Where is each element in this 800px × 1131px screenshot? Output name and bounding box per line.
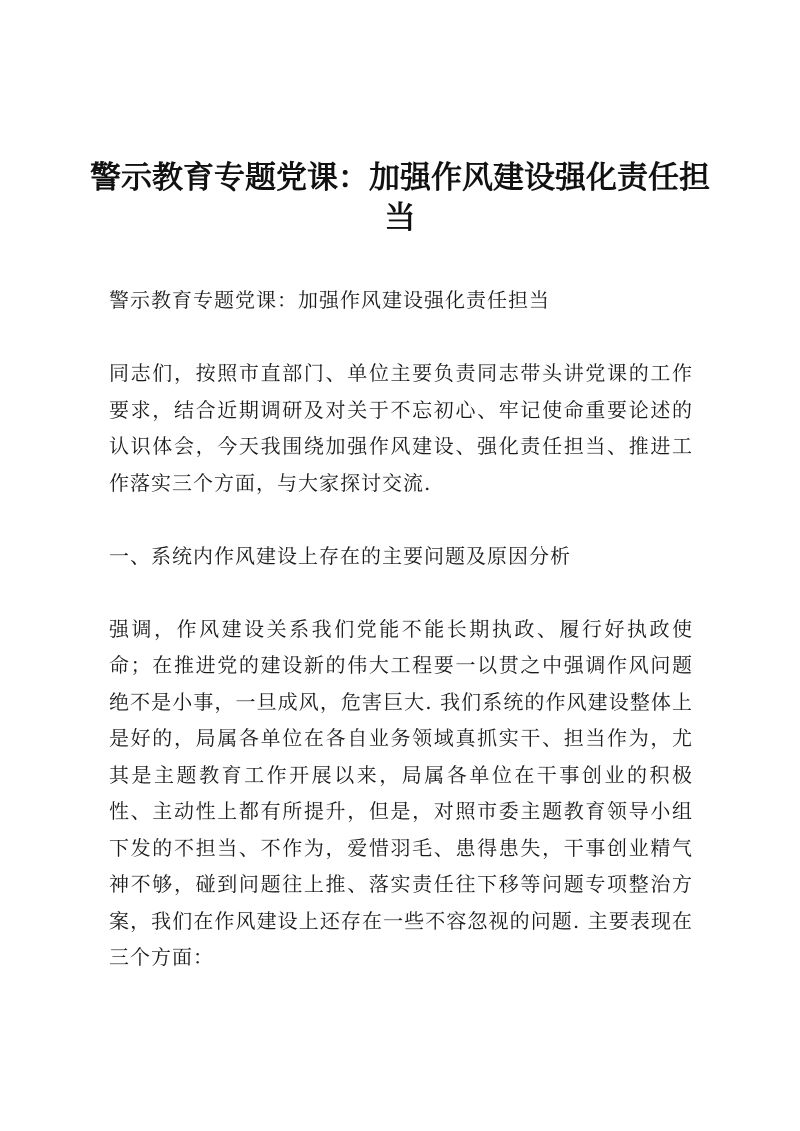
document-body [109, 282, 693, 1012]
document-title: 警示教育专题党课：加强作风建设强化责任担当 [90, 160, 710, 236]
section-body-paragraph: 强调，作风建设关系我们党能不能长期执政、履行好执政使命；在推进党的建设新的伟大工程要一以贯之中强调作风问题绝不是小事，一旦成风，危害巨大. 我们系统的作风建设整体上是好的，局属各单位在各自业务领域真抓实干、担当作为，尤其是主题教育工作开展以来，局属各单位在干事创业的积极性、主动性上都有所提升，但是，对照市委主题教育领导小组下发的不担当、不作为，爱惜羽毛、患得患失，干事创业精气神不够，碰到问题往上推、落实责任往下移等问题专项整治方案，我们在作风建设上还存在一些不容忽视的问题. 主要表现在三个方面： [109, 616, 693, 969]
subtitle-paragraph: 警示教育专题党课：加强作风建设强化责任担当 [109, 288, 550, 312]
section-heading: 一、系统内作风建设上存在的主要问题及原因分析 [109, 543, 571, 568]
intro-paragraph: 同志们，按照市直部门、单位主要负责同志带头讲党课的工作要求，结合近期调研及对关于不忘初心、牢记使命重要论述的认识体会，今天我围绕加强作风建设、强化责任担当、推进工作落实三个方面，与大家探讨交流. [109, 361, 693, 495]
